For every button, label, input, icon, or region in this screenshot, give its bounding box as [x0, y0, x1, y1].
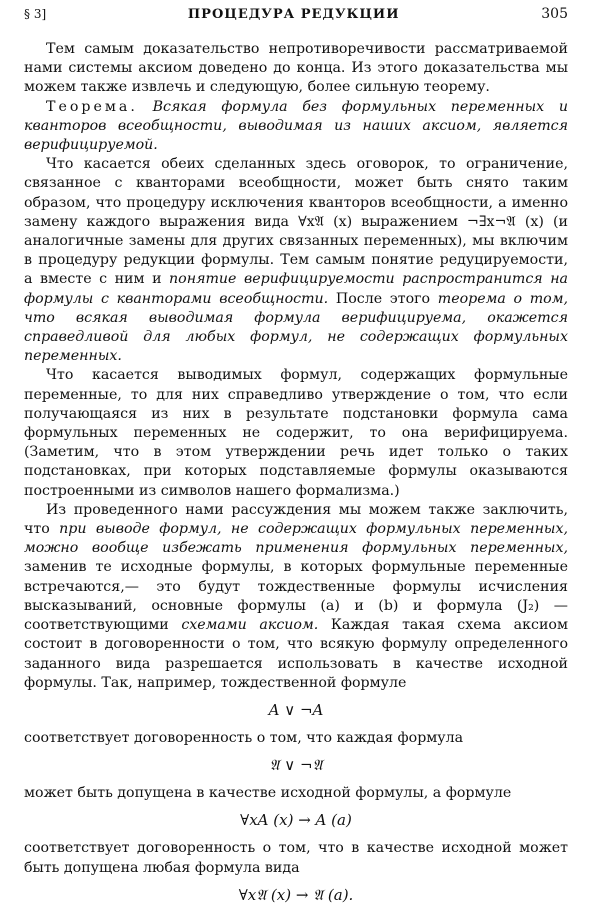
- running-title: ПРОЦЕДУРА РЕДУКЦИИ: [187, 7, 400, 22]
- formula-universal-instance: ∀xA (x) → A (a): [240, 811, 352, 830]
- line-agreement-3: соответствует договоренность о том, что в качестве исходной может быть допущена любая формула вида: [24, 840, 568, 876]
- theorem-label: Теорема.: [46, 98, 138, 115]
- section-marker: § 3]: [24, 7, 47, 21]
- p5-emphasis-b: при выводе формул, не содержащих формульных переменных, можно вообще избежать применения формульных переменных,: [24, 521, 568, 557]
- p3-emphasis-d: теорема о том, что всякая выводимая формула верифицируема, окажется справедливой для любых формул, не содержащих формульных переменных.: [24, 290, 569, 365]
- formula-scheme-universal: ∀x𝔄 (x) → 𝔄 (a).: [238, 885, 354, 904]
- theorem-paragraph: [24, 98, 568, 156]
- line-agreement-2: может быть допущена в качестве исходной формулы, а формуле: [24, 785, 512, 802]
- p3-emphasis-b: понятие верифицируемости распространится на формулы с кванторами всеобщности.: [24, 271, 568, 307]
- formula-tautology: A ∨ ¬A: [268, 700, 324, 719]
- p5-text-c: заменив те исходные формулы, в которых формульные переменные встречаются,— это будут тождественные формулы исчисления высказываний, основные формулы (a) и (b) и формула (J₂) — соответствующими: [24, 559, 568, 634]
- paragraph-quantifiers: [24, 155, 568, 366]
- paragraph-axiom-schemes: [24, 501, 568, 693]
- p3-text-c: После этого: [328, 290, 438, 307]
- paragraph-consistency: Тем самым доказательство непротиворечивости рассматриваемой нами системы аксиом доведено до конца. Из этого доказательства мы можем также извлечь и следующую, более сильную теорему.: [24, 41, 568, 96]
- p3-text-a: Что касается обеих сделанных здесь оговорок, то ограничение, связанное с кванторами всеобщности, может быть снято таким образом, что процедуру исключения кванторов всеобщности, а именно замену каждого выражения вида ∀x𝔄 (x) выражением ¬∃x¬𝔄 (x) (и аналогичные замены для других связанных переменных), мы включим в процедуру редукции формулы. Тем самым понятие редуцируемости, а вместе с ним и: [24, 156, 568, 288]
- theorem-text: Всякая формула без формульных переменных и кванторов всеобщности, выводимая из наших аксиом, является верифицируемой.: [24, 98, 568, 154]
- p5-text-a: Из проведенного нами рассуждения мы можем также заключить, что: [24, 501, 568, 538]
- page-body: [24, 40, 568, 905]
- running-header: [24, 6, 568, 32]
- p5-emphasis-d: схемами аксиом.: [181, 617, 319, 634]
- formula-scheme-tautology: 𝔄 ∨ ¬𝔄: [269, 756, 323, 775]
- line-agreement-1: соответствует договоренность о том, что каждая формула: [24, 729, 464, 746]
- page-number: 305: [541, 6, 568, 22]
- p5-text-e: Каждая такая схема аксиом состоит в договоренности о том, что всякую формулу определенного заданного вида разрешается использовать в качестве исходной формулы. Так, например, тождественной формуле: [24, 617, 568, 691]
- paragraph-formula-variables: Что касается выводимых формул, содержащих формульные переменные, то для них справедливо утверждение о том, что если получающаяся из них в результате подстановки формула сама формульных переменных не содержит, то она верифицируема. (Заметим, что в этом утверждении речь идет только о таких подстановках, при которых подставляемые формулы оказываются построенными из символов нашего формализма.): [24, 367, 568, 499]
